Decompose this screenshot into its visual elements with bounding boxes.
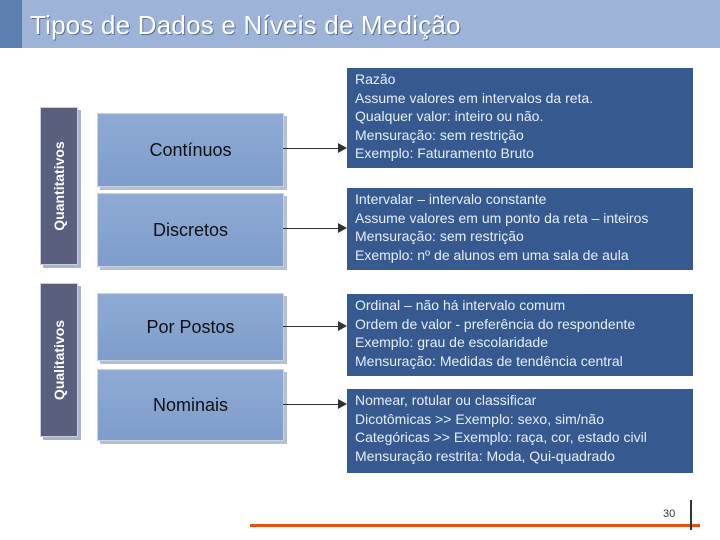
- description-line: Mensuração restrita: Moda, Qui-quadrado: [355, 447, 615, 464]
- description-line: Ordinal – não há intervalo comum: [355, 297, 566, 313]
- description-box-discretos: [347, 188, 693, 270]
- description-line: Razão: [355, 71, 396, 87]
- footer-mark: [690, 500, 692, 530]
- connector-line: [283, 404, 339, 405]
- description-line: Categóricas >> Exemplo: raça, cor, estado civil: [355, 429, 647, 445]
- group-quantitativos-label: Quantitativos: [51, 141, 67, 231]
- description-line: Exemplo: nº de alunos em uma sala de aula: [355, 246, 629, 263]
- description-line: Mensuração: Medidas de tendência central: [355, 352, 623, 369]
- category-label: Contínuos: [149, 139, 232, 160]
- description-box-nominais: [347, 389, 693, 473]
- arrow-right-icon: [338, 399, 347, 409]
- description-line: Assume valores em intervalos da reta.: [355, 89, 594, 106]
- description-line: Intervalar – intervalo constante: [355, 191, 547, 207]
- category-discretos: [97, 193, 284, 267]
- category-continuos: [97, 113, 284, 187]
- description-line: Exemplo: grau de escolaridade: [355, 334, 549, 350]
- category-label: Discretos: [152, 219, 228, 240]
- title-bar-accent: [0, 0, 22, 48]
- category-por-postos: [97, 293, 284, 361]
- group-quantitativos: [40, 107, 78, 265]
- description-line: Mensuração: sem restrição: [355, 228, 524, 244]
- category-label: Nominais: [152, 394, 229, 415]
- category-label: Por Postos: [146, 316, 235, 337]
- page-number: 30: [663, 508, 676, 520]
- description-line: Ordem de valor - preferência do respondente: [355, 315, 636, 332]
- group-qualitativos: [40, 283, 78, 437]
- description-line: Nomear, rotular ou classificar: [355, 392, 537, 408]
- description-line: Qualquer valor: inteiro ou não.: [355, 108, 544, 124]
- arrow-right-icon: [338, 321, 347, 331]
- arrow-right-icon: [338, 143, 347, 153]
- arrow-right-icon: [338, 223, 347, 233]
- description-line: Exemplo: Faturamento Bruto: [355, 145, 534, 161]
- connector-line: [283, 228, 339, 229]
- connector-line: [283, 148, 339, 149]
- footer-line: [250, 524, 700, 527]
- description-box-continuos: [347, 68, 693, 168]
- connector-line: [283, 326, 339, 327]
- title-bar: [0, 0, 720, 48]
- description-line: Mensuração: sem restrição: [355, 126, 524, 143]
- description-line: Dicotômicas >> Exemplo: sexo, sim/não: [355, 410, 604, 427]
- group-qualitativos-label: Qualitativos: [51, 319, 67, 401]
- description-box-por-postos: [347, 294, 693, 376]
- page-title: Tipos de Dados e Níveis de Medição: [30, 10, 461, 40]
- category-nominais: [97, 369, 284, 441]
- description-line: Assume valores em um ponto da reta – inteiros: [355, 209, 649, 226]
